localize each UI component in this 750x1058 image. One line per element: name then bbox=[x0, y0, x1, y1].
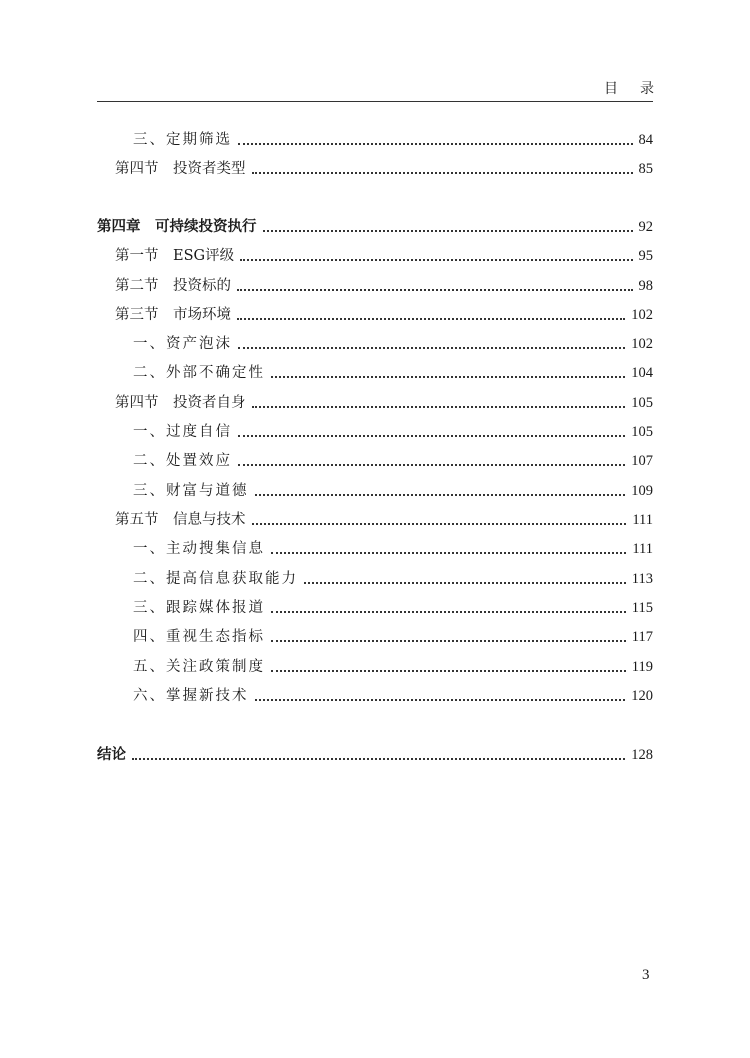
toc-entry-label: 二、处置效应 bbox=[133, 453, 232, 469]
toc-entry-label: 第二节 投资标的 bbox=[115, 278, 231, 294]
toc-entry[interactable] bbox=[115, 155, 653, 179]
toc-entry[interactable] bbox=[133, 623, 653, 647]
toc-entry-label: 第一节 ESG评级 bbox=[115, 248, 235, 264]
toc-entry-label: 第五节 信息与技术 bbox=[115, 512, 246, 528]
toc-entry-page: 105 bbox=[631, 424, 653, 440]
toc-entry[interactable] bbox=[133, 594, 653, 618]
toc-entry-page: 104 bbox=[631, 365, 653, 381]
toc-entry-label: 二、外部不确定性 bbox=[133, 365, 265, 381]
toc-entry-page: 120 bbox=[631, 688, 653, 704]
toc-entry-label: 六、掌握新技术 bbox=[133, 688, 249, 704]
toc-entry-page: 115 bbox=[631, 600, 653, 616]
toc-entry-page: 109 bbox=[631, 483, 653, 499]
toc-entry[interactable] bbox=[115, 506, 653, 530]
toc-entry-page: 111 bbox=[632, 541, 653, 557]
toc-entry[interactable] bbox=[115, 272, 653, 296]
toc-leader-dots bbox=[237, 318, 625, 320]
toc-entry-page: 117 bbox=[631, 629, 653, 645]
toc-leader-dots bbox=[238, 435, 625, 437]
toc-entry[interactable] bbox=[115, 242, 653, 266]
toc-entry[interactable] bbox=[133, 330, 653, 354]
toc-entry-page: 84 bbox=[638, 132, 653, 148]
toc-entry-label: 一、过度自信 bbox=[133, 424, 232, 440]
toc-entry-page: 92 bbox=[638, 219, 653, 235]
toc-entry-page: 128 bbox=[631, 747, 653, 763]
toc-leader-dots bbox=[238, 143, 633, 145]
toc-leader-dots bbox=[271, 611, 626, 613]
toc-leader-dots bbox=[255, 494, 626, 496]
running-header-title: 目录 bbox=[604, 81, 676, 97]
toc-entry[interactable] bbox=[133, 682, 653, 706]
toc-leader-dots bbox=[271, 670, 626, 672]
toc-entry-label: 第四章 可持续投资执行 bbox=[97, 219, 257, 235]
toc-entry-label: 四、重视生态指标 bbox=[133, 629, 265, 645]
toc-entry-page: 102 bbox=[631, 336, 653, 352]
toc-entry-label: 第四节 投资者类型 bbox=[115, 161, 246, 177]
toc-leader-dots bbox=[240, 259, 632, 261]
toc-entry[interactable] bbox=[133, 359, 653, 383]
toc-leader-dots bbox=[255, 699, 626, 701]
toc-entry[interactable] bbox=[97, 741, 653, 765]
toc-leader-dots bbox=[304, 582, 626, 584]
toc-entry[interactable] bbox=[133, 535, 653, 559]
toc-leader-dots bbox=[252, 406, 626, 408]
toc-entry-page: 85 bbox=[638, 161, 653, 177]
toc-entry-label: 一、资产泡沫 bbox=[133, 336, 232, 352]
toc-entry-page: 107 bbox=[631, 453, 653, 469]
header-rule bbox=[97, 101, 653, 102]
toc-entry[interactable] bbox=[133, 126, 653, 150]
toc-leader-dots bbox=[271, 552, 626, 554]
toc-entry-page: 105 bbox=[631, 395, 653, 411]
toc-entry-label: 三、财富与道德 bbox=[133, 483, 249, 499]
toc-leader-dots bbox=[252, 523, 627, 525]
toc-entry-label: 一、主动搜集信息 bbox=[133, 541, 265, 557]
toc-entry[interactable] bbox=[133, 565, 653, 589]
toc-entry-page: 119 bbox=[631, 659, 653, 675]
toc-leader-dots bbox=[263, 230, 633, 232]
toc-entry-label: 二、提高信息获取能力 bbox=[133, 571, 298, 587]
toc-entry-page: 102 bbox=[631, 307, 653, 323]
toc-leader-dots bbox=[271, 376, 625, 378]
toc-entry[interactable] bbox=[97, 213, 653, 237]
toc-leader-dots bbox=[237, 289, 633, 291]
toc-entry[interactable] bbox=[115, 301, 653, 325]
toc-entry[interactable] bbox=[133, 447, 653, 471]
toc-entry-label: 结论 bbox=[97, 747, 126, 763]
toc-entry[interactable] bbox=[133, 418, 653, 442]
toc-entry[interactable] bbox=[133, 477, 653, 501]
toc-leader-dots bbox=[271, 640, 626, 642]
toc-entry-page: 95 bbox=[638, 248, 653, 264]
toc-entry-label: 五、关注政策制度 bbox=[133, 659, 265, 675]
toc-entry[interactable] bbox=[133, 653, 653, 677]
page-number: 3 bbox=[642, 967, 650, 983]
toc-entry-label: 三、定期筛选 bbox=[133, 132, 232, 148]
toc-leader-dots bbox=[238, 347, 625, 349]
toc-entry-label: 第四节 投资者自身 bbox=[115, 395, 246, 411]
toc-entry-label: 第三节 市场环境 bbox=[115, 307, 231, 323]
toc-leader-dots bbox=[252, 172, 633, 174]
toc-leader-dots bbox=[132, 758, 625, 760]
toc-entry-page: 98 bbox=[638, 278, 653, 294]
toc-leader-dots bbox=[238, 464, 625, 466]
toc-entry-page: 113 bbox=[631, 571, 653, 587]
toc-entry-page: 111 bbox=[632, 512, 653, 528]
toc-entry[interactable] bbox=[115, 389, 653, 413]
toc-entry-label: 三、跟踪媒体报道 bbox=[133, 600, 265, 616]
